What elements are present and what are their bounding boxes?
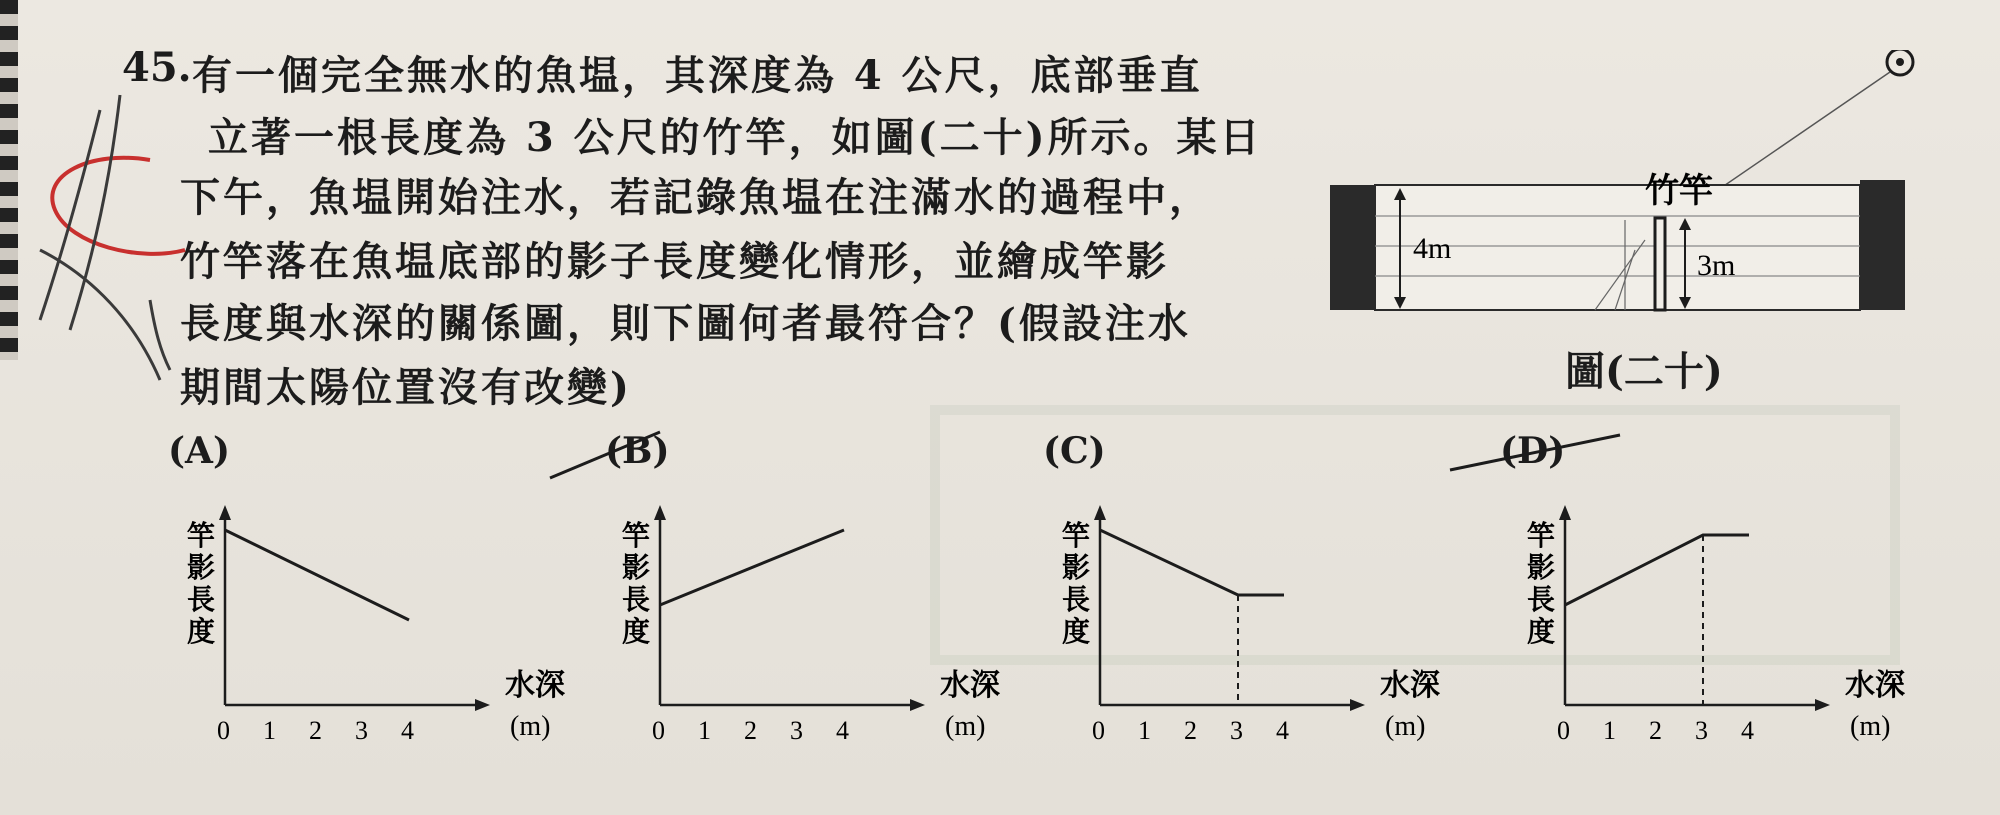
x-tick-label: 3 — [1230, 716, 1243, 745]
x-tick-label: 1 — [263, 716, 276, 745]
x-tick-label: 4 — [836, 716, 849, 745]
x-tick-label: 1 — [1603, 716, 1616, 745]
y-axis-label-char: 竿 — [622, 519, 651, 552]
option-c-label[interactable]: (C) — [1043, 430, 1106, 472]
x-axis-label: 水深 — [505, 668, 565, 703]
option-d-label[interactable]: (D) — [1500, 430, 1566, 472]
question-line-3: 下午，魚塭開始注水，若記錄魚塭在注滿水的過程中， — [180, 174, 1212, 221]
y-axis-label-char: 長 — [187, 583, 216, 616]
graph-option-b — [620, 495, 1040, 770]
question-line-1: 有一個完全無水的魚塭，其深度為 4 公尺，底部垂直 — [192, 52, 1203, 99]
option-b-label[interactable]: (B) — [605, 430, 670, 472]
y-axis-arrow-icon — [1094, 505, 1106, 520]
x-tick-label: 0 — [1557, 716, 1570, 745]
x-tick-label: 4 — [1276, 716, 1289, 745]
question-number: 45. — [122, 44, 192, 91]
x-axis-arrow-icon — [1350, 699, 1365, 711]
x-tick-label: 2 — [1184, 716, 1197, 745]
x-axis-unit: (m) — [1850, 711, 1891, 742]
graph-curve — [1100, 530, 1284, 595]
x-tick-label: 3 — [1695, 716, 1708, 745]
x-tick-label: 0 — [217, 716, 230, 745]
x-axis-arrow-icon — [1815, 699, 1830, 711]
x-tick-label: 0 — [652, 716, 665, 745]
pole-height-label: 3m — [1697, 249, 1736, 282]
y-axis-arrow-icon — [654, 505, 666, 520]
y-axis-label-char: 長 — [1527, 583, 1556, 616]
x-axis-arrow-icon — [475, 699, 490, 711]
x-tick-label: 4 — [1741, 716, 1754, 745]
y-axis-label-char: 度 — [1062, 615, 1091, 648]
x-axis-unit: (m) — [945, 711, 986, 742]
graph-option-d — [1525, 495, 1965, 770]
graph-option-a — [185, 495, 605, 770]
x-tick-label: 2 — [309, 716, 322, 745]
graph-curve — [225, 530, 409, 620]
x-axis-label: 水深 — [940, 668, 1000, 703]
y-axis-label-char: 影 — [1527, 551, 1556, 584]
x-tick-label: 0 — [1092, 716, 1105, 745]
pole-label: 竹竿 — [1645, 171, 1713, 211]
question-line-2: 立著一根長度為 3 公尺的竹竿，如圖(二十)所示。某日 — [208, 114, 1263, 161]
graph-curve — [660, 530, 844, 605]
y-axis-label-char: 度 — [622, 615, 651, 648]
y-axis-arrow-icon — [219, 505, 231, 520]
option-d-strike — [1450, 435, 1620, 470]
graph-curve — [1565, 535, 1749, 605]
y-axis-label-char: 長 — [622, 583, 651, 616]
y-axis-label-char: 竿 — [1062, 519, 1091, 552]
y-axis-label-char: 竿 — [187, 519, 216, 552]
graph-option-c — [1060, 495, 1480, 770]
x-tick-label: 4 — [401, 716, 414, 745]
x-tick-label: 3 — [355, 716, 368, 745]
x-tick-label: 2 — [1649, 716, 1662, 745]
depth-label: 4m — [1413, 232, 1452, 265]
y-axis-label-char: 影 — [1062, 551, 1091, 584]
x-tick-label: 1 — [698, 716, 711, 745]
y-axis-label-char: 度 — [187, 615, 216, 648]
x-axis-label: 水深 — [1845, 668, 1905, 703]
x-tick-label: 2 — [744, 716, 757, 745]
option-a-label[interactable]: (A) — [168, 430, 230, 472]
question-line-4: 竹竿落在魚塭底部的影子長度變化情形，並繪成竿影 — [180, 238, 1169, 285]
x-axis-unit: (m) — [510, 711, 551, 742]
x-axis-label: 水深 — [1380, 668, 1440, 703]
y-axis-label-char: 影 — [622, 551, 651, 584]
y-axis-label-char: 度 — [1527, 615, 1556, 648]
x-tick-label: 3 — [790, 716, 803, 745]
y-axis-label-char: 竿 — [1527, 519, 1556, 552]
question-line-6: 期間太陽位置沒有改變) — [180, 364, 632, 411]
option-b-strike — [550, 432, 660, 478]
x-axis-arrow-icon — [910, 699, 925, 711]
y-axis-arrow-icon — [1559, 505, 1571, 520]
figure-caption: 圖(二十) — [1565, 348, 1723, 395]
x-tick-label: 1 — [1138, 716, 1151, 745]
x-axis-unit: (m) — [1385, 711, 1426, 742]
y-axis-label-char: 長 — [1062, 583, 1091, 616]
question-line-5: 長度與水深的關係圖，則下圖何者最符合？(假設注水 — [180, 300, 1191, 347]
y-axis-label-char: 影 — [187, 551, 216, 584]
